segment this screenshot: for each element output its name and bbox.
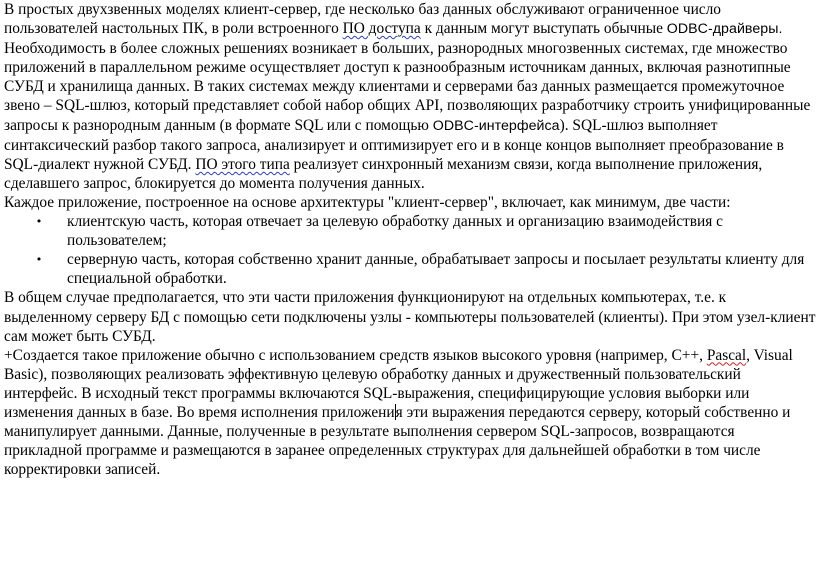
bullet-list [4,212,816,288]
paragraph-text: В простых двухзвенных моделях клиент-сервер, где несколько баз данных обслуживают ограниченное число пользователей настольных ПК, в роли встроенного [4,1,722,38]
paragraph-text: ), позволяющих реализовать эффективную целевую обработку данных и дружественный пользовательский интерфейс. В исходный текст программы включаются SQL-выражения, специфицирующие условия выборки или изменения данных в базе. Во время исполнения приложени [4,365,750,421]
grammar-marked-text: ПО этого типа [195,155,290,173]
paragraph-distributed: В общем случае предполагается, что эти части приложения функционируют на отдельных компьютерах, т.е. к выделенному серверу БД с помощью сети подключены узлы - компьютеры пользователей (клиенты). При этом узел-клиент сам может быть СУБД. [4,289,816,345]
bullet-icon: • [35,215,43,229]
paragraph-text: ODBC-интерфейса [432,117,560,134]
paragraph-text: я эти выражения передаются серверу, который собственно и манипулирует данными. Данные, полученные в результате выполнения сервером SQL-запросов, возвращаются прикладной программе и размещаются в заранее определенных структурах для дальнейшей обработки в том числе корректировки записей. [4,403,791,479]
paragraph-text: к данным могут выступать обычные [420,20,667,38]
grammar-marked-text: ПО доступа [342,20,421,38]
list-item [4,212,816,250]
paragraph-text: , [746,346,754,364]
list-item-text: серверную часть, которая собственно хранит данные, обрабатывает запросы и посылает результаты клиенту для специальной обработки. [67,251,805,288]
paragraph-text: Необходимость в более сложных решениях возникает в больших, разнородных многозвенных системах, где множество приложений в параллельном режиме осуществляет доступ к разнообразным источникам данных, включая разнотипные СУБД и хранилища данных. В таких системах между клиентами и серверами баз данных размещается промежуточное звено – SQL-шлюз, который представляет собой набор общих API, позволяющих разработчику строить унифицированные запросы к разнородным данным (в формате SQL или с помощью [4,40,811,134]
paragraph-text: ). SQL-шлюз выполняет синтаксический разбор такого запроса, анализирует и оптимизирует его и в конце концов выполняет преобразование в SQL-диалект нужной СУБД. [4,116,784,173]
paragraph-sql-gateway [4,39,816,193]
document-body[interactable] [4,0,816,479]
paragraph-text: +Создается такое приложение обычно с использованием средств языков высокого уровня (например, С++, [4,346,707,364]
list-item [4,250,816,288]
paragraph-text: ODBC-драйверы. [666,21,783,38]
spelling-marked-text: Pascal [706,346,747,364]
paragraph-client-server-parts: Каждое приложение, построенное на основе архитектуры "клиент-сервер", включает, как минимум, две части: [4,193,731,211]
paragraph-text: Visual Basic [4,346,793,383]
bullet-icon: • [35,253,43,267]
paragraph-intro [4,0,816,39]
paragraph-text: реализует синхронный механизм связи, когда выполнение приложения, сделавшего запрос, блокируется до момента получения данных. [4,155,763,192]
list-item-text: клиентскую часть, которая отвечает за целевую обработку данных и организацию взаимодействия с пользователем; [67,213,724,250]
paragraph-application [4,346,816,480]
